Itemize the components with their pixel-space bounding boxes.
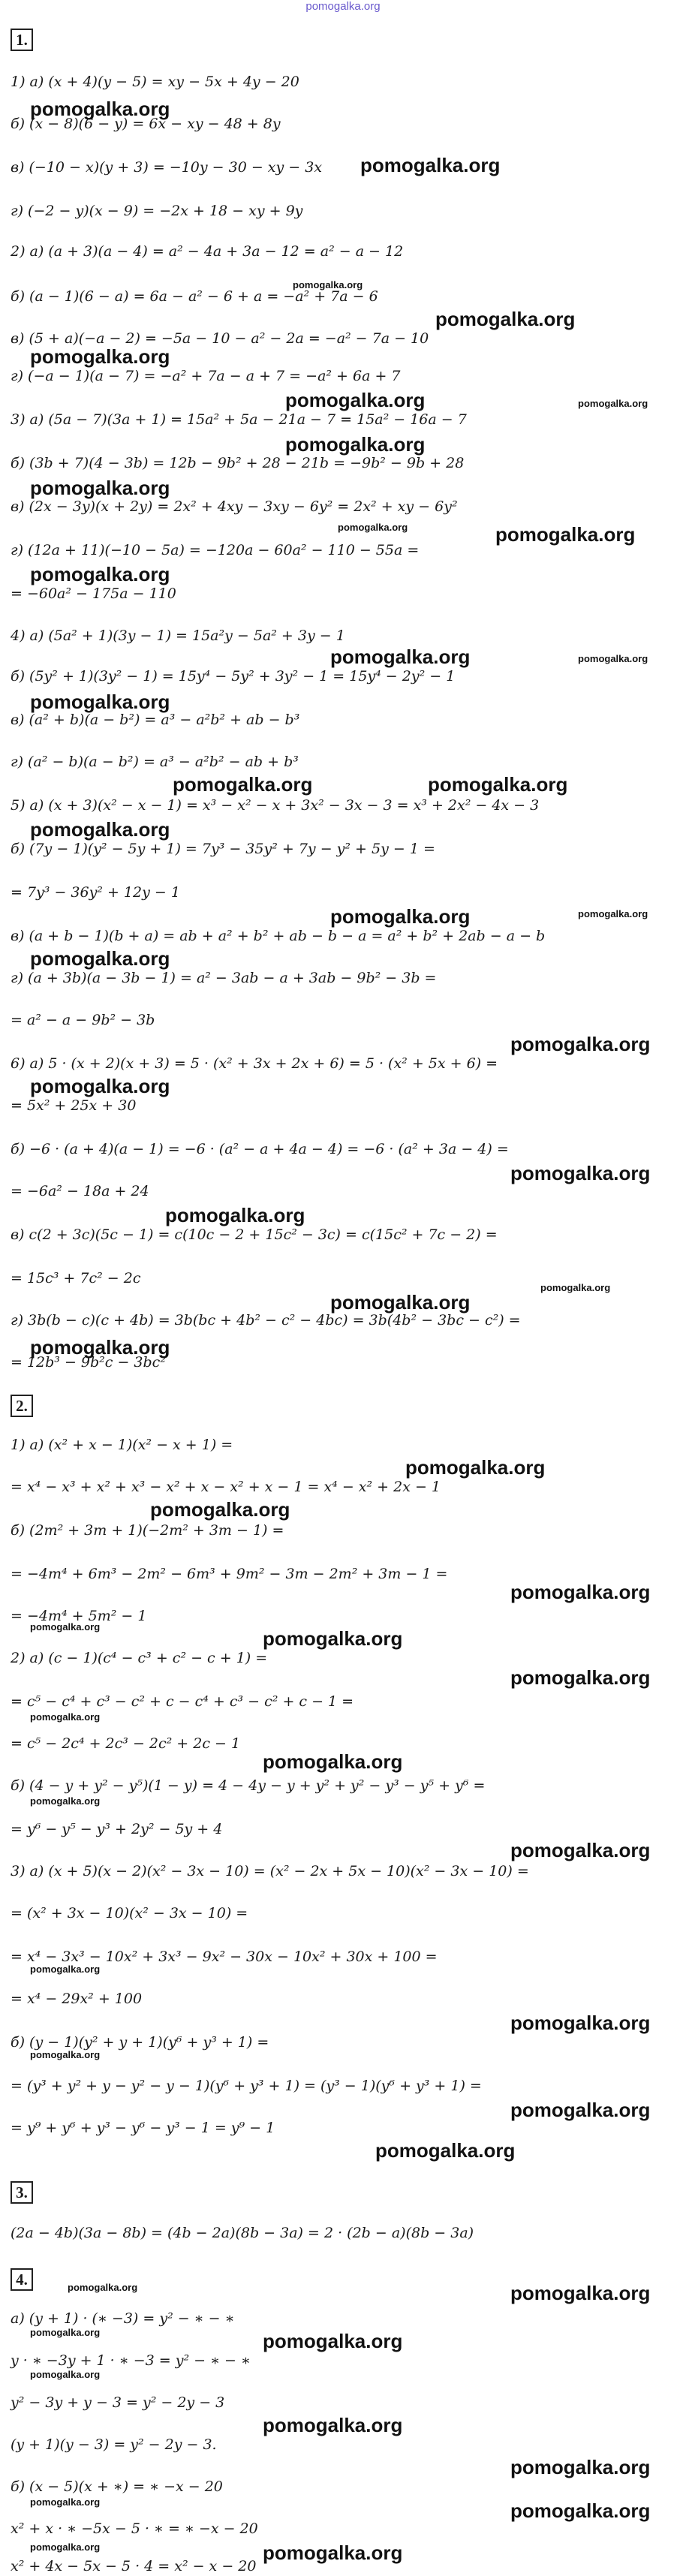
- watermark: pomogalka.org: [360, 154, 501, 176]
- watermark: pomogalka.org: [405, 1456, 546, 1479]
- solution-line: = 7y³ − 36y² + 12y − 1: [11, 884, 180, 901]
- solution-line: 4) а) (5a² + 1)(3y − 1) = 15a²y − 5a² + 3y − 1: [11, 627, 345, 644]
- watermark: pomogalka.org: [30, 2369, 101, 2380]
- watermark: pomogalka.org: [428, 773, 568, 796]
- solution-line: 5) а) (x + 3)(x² − x − 1) = x³ − x² − x + 3x² − 3x − 3 = x³ + 2x² − 4x − 3: [11, 797, 540, 814]
- solution-line: в) (2x − 3y)(x + 2y) = 2x² + 4xy − 3xy − 6y² = 2x² + xy − 6y²: [11, 498, 458, 515]
- watermark: pomogalka.org: [30, 691, 170, 713]
- watermark: pomogalka.org: [510, 1581, 651, 1603]
- solution-line: (y + 1)(y − 3) = y² − 2y − 3.: [11, 2436, 217, 2453]
- solution-line: б) (x − 5)(x + ∗) = ∗ −x − 20: [11, 2478, 223, 2495]
- section-number: 1.: [11, 29, 33, 51]
- solution-line: = c⁵ − c⁴ + c³ − c² + c − c⁴ + c³ − c² + c − 1 =: [11, 1693, 354, 1710]
- watermark: pomogalka.org: [30, 2541, 101, 2553]
- solution-line: y² − 3y + y − 3 = y² − 2y − 3: [11, 2394, 225, 2411]
- watermark: pomogalka.org: [510, 2456, 651, 2478]
- solution-line: в) (a + b − 1)(b + a) = ab + a² + b² + ab − b − a = a² + b² + 2ab − a − b: [11, 928, 546, 944]
- solution-line: г) (a + 3b)(a − 3b − 1) = a² − 3ab − a + 3ab − 9b² − 3b =: [11, 970, 437, 986]
- watermark: pomogalka.org: [30, 818, 170, 841]
- solution-line: 1) а) (x + 4)(y − 5) = xy − 5x + 4y − 20: [11, 74, 299, 90]
- solution-line: = x⁴ − 3x³ − 10x² + 3x³ − 9x² − 30x − 10x² + 30x + 100 =: [11, 1949, 438, 1965]
- solution-line: 3) а) (5a − 7)(3a + 1) = 15a² + 5a − 21a − 7 = 15a² − 16a − 7: [11, 411, 467, 428]
- watermark: pomogalka.org: [30, 947, 170, 970]
- watermark: pomogalka.org: [30, 1075, 170, 1097]
- solution-line: = c⁵ − 2c⁴ + 2c³ − 2c² + 2c − 1: [11, 1735, 241, 1752]
- section-number: 4.: [11, 2268, 33, 2291]
- solution-line: 3) а) (x + 5)(x − 2)(x² − 3x − 10) = (x² − 2x + 5x − 10)(x² − 3x − 10) =: [11, 1863, 529, 1879]
- watermark: pomogalka.org: [68, 2282, 138, 2293]
- watermark: pomogalka.org: [30, 2496, 101, 2508]
- watermark: pomogalka.org: [510, 2099, 651, 2121]
- watermark: pomogalka.org: [30, 2327, 101, 2338]
- watermark: pomogalka.org: [30, 345, 170, 368]
- solution-line: г) (−a − 1)(a − 7) = −a² + 7a − a + 7 = −a² + 6a + 7: [11, 368, 401, 384]
- watermark: pomogalka.org: [510, 1033, 651, 1055]
- solution-line: = 12b³ − 9b²c − 3bc²: [11, 1354, 166, 1371]
- watermark: pomogalka.org: [165, 1204, 305, 1226]
- watermark: pomogalka.org: [435, 308, 576, 330]
- watermark: pomogalka.org: [263, 2414, 403, 2436]
- solution-line: = y⁶ − y⁵ − y³ + 2y² − 5y + 4: [11, 1821, 223, 1837]
- watermark: pomogalka.org: [30, 98, 170, 120]
- solution-line: в) c(2 + 3c)(5c − 1) = c(10c − 2 + 15c² − 3c) = c(15c² + 7c − 2) =: [11, 1226, 498, 1243]
- watermark: pomogalka.org: [338, 522, 408, 533]
- watermark: pomogalka.org: [510, 2012, 651, 2034]
- solution-line: x² + x · ∗ −5x − 5 · ∗ = ∗ −x − 20: [11, 2520, 258, 2537]
- watermark: pomogalka.org: [510, 1162, 651, 1184]
- solution-line: б) −6 · (a + 4)(a − 1) = −6 · (a² − a + 4a − 4) = −6 · (a² + 3a − 4) =: [11, 1141, 509, 1157]
- watermark: pomogalka.org: [330, 646, 471, 668]
- solution-line: = 15c³ + 7c² − 2c: [11, 1270, 141, 1286]
- watermark: pomogalka.org: [285, 433, 426, 456]
- watermark: pomogalka.org: [540, 1282, 611, 1293]
- section-number: 2.: [11, 1395, 33, 1417]
- section-number: 3.: [11, 2181, 33, 2204]
- watermark: pomogalka.org: [263, 2330, 403, 2352]
- solution-line: б) (7y − 1)(y² − 5y + 1) = 7y³ − 35y² + 7y − y² + 5y − 1 =: [11, 841, 435, 857]
- solution-line: = x⁴ − 29x² + 100: [11, 1991, 143, 2007]
- watermark: pomogalka.org: [30, 1336, 170, 1359]
- solution-line: = (x² + 3x − 10)(x² − 3x − 10) =: [11, 1905, 248, 1921]
- solution-line: в) (a² + b)(a − b²) = a³ − a²b² + ab − b³: [11, 712, 300, 728]
- watermark: pomogalka.org: [285, 389, 426, 411]
- solution-line: 2) а) (c − 1)(c⁴ − c³ + c² − c + 1) =: [11, 1650, 268, 1666]
- solution-line: б) (y − 1)(y² + y + 1)(y⁶ + y³ + 1) =: [11, 2034, 269, 2051]
- solution-line: г) (a² − b)(a − b²) = a³ − a²b² − ab + b³: [11, 754, 299, 770]
- watermark: pomogalka.org: [375, 2139, 516, 2162]
- solution-line: 6) а) 5 · (x + 2)(x + 3) = 5 · (x² + 3x + 2x + 6) = 5 · (x² + 5x + 6) =: [11, 1055, 498, 1072]
- watermark: pomogalka.org: [30, 1795, 101, 1807]
- solution-line: = y⁹ + y⁶ + y³ − y⁶ − y³ − 1 = y⁹ − 1: [11, 2120, 275, 2136]
- solution-line: б) (a − 1)(6 − a) = 6a − a² − 6 + a = −a² + 7a − 6: [11, 288, 378, 305]
- solution-line: б) (5y² + 1)(3y² − 1) = 15y⁴ − 5y² + 3y² − 1 = 15y⁴ − 2y² − 1: [11, 668, 456, 685]
- watermark: pomogalka.org: [510, 2282, 651, 2304]
- watermark: pomogalka.org: [30, 477, 170, 499]
- solution-line: x² + 4x − 5x − 5 · 4 = x² − x − 20: [11, 2558, 257, 2574]
- site-header[interactable]: pomogalka.org: [305, 0, 381, 13]
- watermark: pomogalka.org: [510, 2499, 651, 2522]
- solution-line: y · ∗ −3y + 1 · ∗ −3 = y² − ∗ − ∗: [11, 2352, 251, 2369]
- watermark: pomogalka.org: [510, 1839, 651, 1861]
- watermark: pomogalka.org: [330, 1291, 471, 1314]
- watermark: pomogalka.org: [510, 1666, 651, 1689]
- solution-line: = 5x² + 25x + 30: [11, 1097, 137, 1114]
- solution-line: = −4m⁴ + 6m³ − 2m² − 6m³ + 9m² − 3m − 2m² + 3m − 1 =: [11, 1566, 448, 1582]
- solution-line: 2) а) (a + 3)(a − 4) = a² − 4a + 3a − 12 = a² − a − 12: [11, 243, 404, 260]
- solution-line: = x⁴ − x³ + x² + x³ − x² + x − x² + x − 1 = x⁴ − x² + 2x − 1: [11, 1479, 441, 1495]
- solution-line: б) (4 − y + y² − y⁵)(1 − y) = 4 − 4y − y + y² + y² − y³ − y⁵ + y⁶ =: [11, 1777, 486, 1794]
- watermark: pomogalka.org: [30, 563, 170, 585]
- solution-line: 1) а) (x² + x − 1)(x² − x + 1) =: [11, 1437, 233, 1453]
- solution-line: = −6a² − 18a + 24: [11, 1183, 149, 1199]
- solution-line: (2a − 4b)(3a − 8b) = (4b − 2a)(8b − 3a) = 2 · (2b − a)(8b − 3a): [11, 2225, 474, 2241]
- solution-line: г) 3b(b − c)(c + 4b) = 3b(bc + 4b² − c² − 4bc) = 3b(4b² − 3bc − c²) =: [11, 1312, 521, 1329]
- solution-line: = (y³ + y² + y − y² − y − 1)(y⁶ + y³ + 1) = (y³ − 1)(y⁶ + y³ + 1) =: [11, 2078, 482, 2094]
- solution-line: г) (−2 − y)(x − 9) = −2x + 18 − xy + 9y: [11, 203, 303, 219]
- solution-line: = a² − a − 9b² − 3b: [11, 1012, 155, 1028]
- solution-line: в) (5 + a)(−a − 2) = −5a − 10 − a² − 2a = −a² − 7a − 10: [11, 330, 429, 347]
- solution-line: г) (12a + 11)(−10 − 5a) = −120a − 60a² − 110 − 55a =: [11, 542, 420, 558]
- watermark: pomogalka.org: [263, 1627, 403, 1650]
- watermark: pomogalka.org: [30, 1964, 101, 1975]
- solution-line: в) (−10 − x)(y + 3) = −10y − 30 − xy − 3x: [11, 159, 323, 176]
- watermark: pomogalka.org: [150, 1498, 290, 1521]
- watermark: pomogalka.org: [263, 2541, 403, 2564]
- solution-line: б) (2m² + 3m + 1)(−2m² + 3m − 1) =: [11, 1522, 284, 1539]
- watermark: pomogalka.org: [578, 398, 648, 409]
- watermark: pomogalka.org: [263, 1750, 403, 1773]
- solution-line: = −4m⁴ + 5m² − 1: [11, 1608, 147, 1624]
- watermark: pomogalka.org: [30, 1621, 101, 1633]
- solution-line: = −60a² − 175a − 110: [11, 585, 176, 602]
- watermark: pomogalka.org: [30, 1711, 101, 1723]
- watermark: pomogalka.org: [578, 653, 648, 664]
- watermark: pomogalka.org: [173, 773, 313, 796]
- watermark: pomogalka.org: [578, 908, 648, 919]
- watermark: pomogalka.org: [330, 905, 471, 928]
- watermark: pomogalka.org: [293, 279, 363, 290]
- watermark: pomogalka.org: [30, 2049, 101, 2060]
- solution-line: а) (y + 1) · (∗ −3) = y² − ∗ − ∗: [11, 2310, 235, 2327]
- solution-line: б) (3b + 7)(4 − 3b) = 12b − 9b² + 28 − 21b = −9b² − 9b + 28: [11, 455, 465, 471]
- solution-line: б) (x − 8)(6 − y) = 6x − xy − 48 + 8y: [11, 116, 281, 132]
- watermark: pomogalka.org: [495, 523, 636, 546]
